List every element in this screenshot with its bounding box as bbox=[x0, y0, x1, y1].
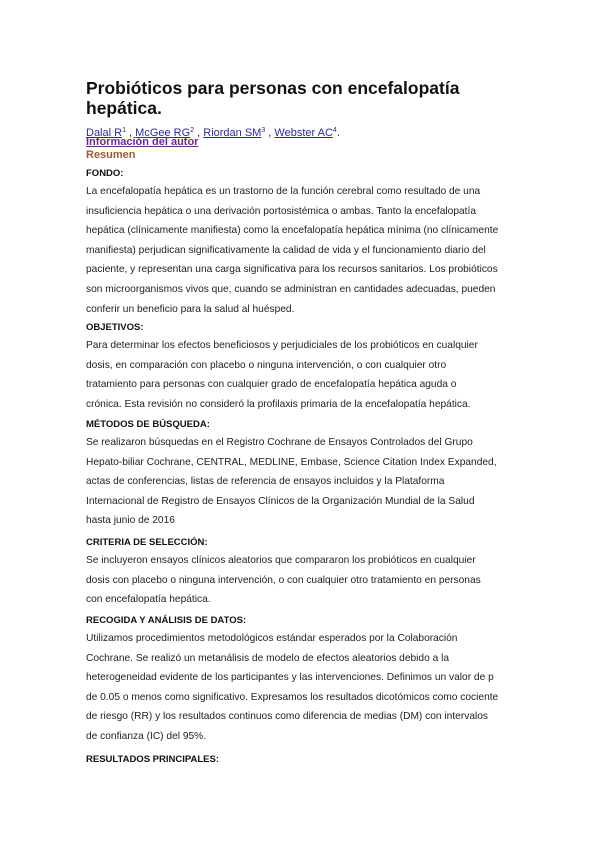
author-link[interactable]: Dalal R bbox=[86, 127, 123, 139]
title-line-2: hepática. bbox=[86, 98, 162, 118]
section-heading-metodos: MÉTODOS DE BÚSQUEDA: bbox=[86, 419, 210, 430]
section-heading-fondo: FONDO: bbox=[86, 168, 124, 179]
text-line: actas de conferencias, listas de referencia de ensayos incluidos y la Plataforma bbox=[86, 476, 445, 488]
text-line: Hepato-biliar Cochrane, CENTRAL, MEDLINE, Embase, Science Citation Index Expanded, bbox=[86, 456, 497, 468]
text-line: de confianza (IC) del 95%. bbox=[86, 730, 207, 742]
text-line: hepática (clínicamente manifiesta) como la encefalopatía hepática mínima (no clínicamente bbox=[86, 225, 499, 237]
text-line: de 0.05 o menos como significativo. Expresamos los resultados dicotómicos como cociente bbox=[86, 691, 499, 703]
text-line: Utilizamos procedimientos metodológicos estándar esperados por la Colaboración bbox=[86, 633, 458, 644]
section-body-objetivos bbox=[86, 336, 516, 414]
author-info-link[interactable]: Información del autor bbox=[86, 136, 199, 148]
section-body-fondo bbox=[86, 182, 516, 319]
text-line: paciente, y representan una carga significativa para los recursos sanitarios. Los probióticos bbox=[86, 264, 498, 276]
text-line: crónica. Esta revisión no consideró la profilaxis primaria de la encefalopatía hepática. bbox=[86, 398, 471, 410]
section-body-criteria bbox=[86, 551, 516, 610]
author-affiliation-number: 3 bbox=[261, 127, 266, 134]
text-line: manifiesta) perjudican significativamente la calidad de vida y el funcionamiento diario del bbox=[86, 244, 486, 256]
section-heading-objetivos: OBJETIVOS: bbox=[86, 322, 144, 333]
text-line: hasta junio de 2016 bbox=[86, 515, 175, 527]
author-link[interactable]: Riordan SM bbox=[203, 127, 262, 139]
section-heading-recogida: RECOGIDA Y ANÁLISIS DE DATOS: bbox=[86, 615, 247, 626]
text-line: Se incluyeron ensayos clínicos aleatorios que compararon los probióticos en cualquier bbox=[86, 555, 476, 566]
author-affiliation-number: 1 bbox=[122, 127, 126, 134]
text-line: con encefalopatía hepática. bbox=[86, 594, 211, 606]
page-title bbox=[86, 78, 506, 118]
section-heading-criteria: CRITERIA DE SELECCIÓN: bbox=[86, 537, 208, 548]
author-affiliation-number: 2 bbox=[190, 127, 195, 134]
text-line: La encefalopatía hepática es un trastorno de la función cerebral como resultado de una bbox=[86, 186, 481, 197]
section-body-metodos bbox=[86, 433, 516, 531]
author-list: Dalal $R^1$ , McGee $RG^2$ , Riordan $SM^3$ , Webster $AC^4$. bbox=[86, 127, 340, 139]
text-line: Se realizaron búsquedas en el Registro Cochrane de Ensayos Controlados del Grupo bbox=[86, 437, 473, 448]
text-line: heterogeneidad evidente de los participantes y las intervenciones. Definimos un valor de p bbox=[86, 672, 494, 684]
author-affiliation-number: 4 bbox=[332, 127, 337, 134]
title-line-1: Probióticos para personas con encefalopatía bbox=[86, 78, 460, 98]
author-list-end: . bbox=[336, 127, 340, 139]
text-line: insuficiencia hepática o una derivación portosistémica o ambas. Tanto la encefalopatía bbox=[86, 205, 477, 217]
text-line: Para determinar los efectos beneficiosos y perjudiciales de los probióticos en cualquier bbox=[86, 340, 478, 351]
section-body-recogida bbox=[86, 629, 516, 747]
text-line: son microorganismos vivos que, cuando se administran en cantidades adecuadas, pueden bbox=[86, 283, 496, 295]
text-line: Internacional de Registro de Ensayos Clínicos de la Organización Mundial de la Salud bbox=[86, 495, 475, 507]
text-line: de riesgo (RR) y los resultados continuos como diferencia de medias (DM) con intervalos bbox=[86, 711, 489, 723]
text-line: conferir un beneficio para la salud al huésped. bbox=[86, 303, 295, 315]
author-link[interactable]: McGee RG bbox=[135, 127, 191, 139]
author-link[interactable]: Webster AC bbox=[274, 127, 333, 139]
text-line: dosis con placebo o ninguna intervención, o con cualquier otro tratamiento en personas bbox=[86, 574, 481, 586]
text-line: dosis, en comparación con placebo o ninguna intervención, o con cualquier otro bbox=[86, 359, 447, 371]
abstract-heading: Resumen bbox=[86, 149, 136, 161]
section-heading-resultados: RESULTADOS PRINCIPALES: bbox=[86, 754, 220, 765]
text-line: Cochrane. Se realizó un metanálisis de modelo de efectos aleatorios debido a la bbox=[86, 652, 450, 664]
text-line: tratamiento para personas con cualquier grado de encefalopatía hepática aguda o bbox=[86, 379, 457, 391]
